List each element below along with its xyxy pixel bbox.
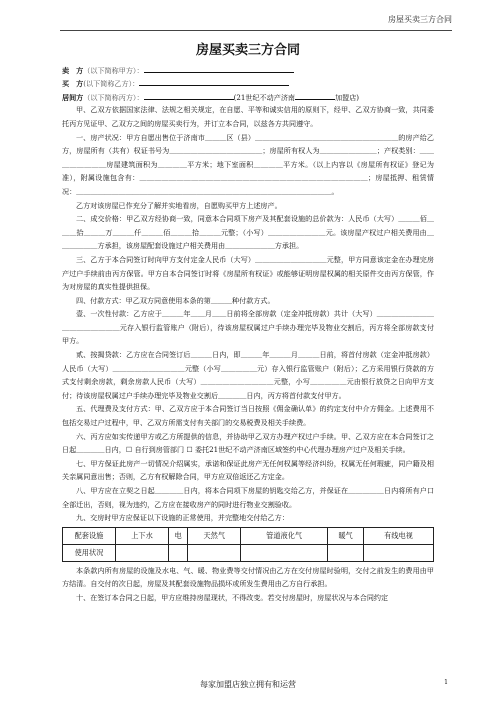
contract-title: 房屋买卖三方合同 bbox=[195, 43, 300, 58]
clause-1-note: 乙方对该房屋已作充分了解并实地看房，自愿购买甲方上述房产。 bbox=[76, 200, 282, 210]
clause-10-status: 十、在签订本合同之日起，甲方应维持房屋现状，不得改变。若交付房屋时，房屋状况与本合同约定 bbox=[76, 592, 389, 602]
table-row bbox=[63, 544, 434, 561]
party-hint: （以下简称丙方）： bbox=[83, 92, 144, 102]
party-label: 买 方 bbox=[62, 79, 84, 89]
party-hint: （以下简称甲方）： bbox=[83, 65, 144, 75]
facilities-table bbox=[62, 527, 434, 562]
table-cell-input[interactable] bbox=[188, 544, 241, 561]
page-footer: 每家加盟店独立拥有和运营 bbox=[200, 680, 296, 689]
seller-name-field[interactable] bbox=[144, 63, 294, 73]
party-label: 卖 方 bbox=[62, 65, 84, 75]
party-buyer bbox=[62, 76, 434, 90]
clause-2-price: 二、成交价格：甲乙双方经协商一致，同意本合同项下房产及其配套设施的总价款为：人民币（大写）＿＿＿佰＿＿＿拾＿＿＿万＿＿＿仟＿＿＿佰＿＿＿拾＿＿＿元整；（小写）＿＿＿＿＿＿＿＿元。该房屋产权过户相关费用由＿＿＿＿＿＿方承担，该房屋配套设施过户相关费用由＿＿＿＿＿＿＿方承担。 bbox=[62, 214, 434, 251]
agent-suffix: (21世纪不动产济南 bbox=[233, 92, 296, 102]
table-cell: 配套设施 bbox=[63, 527, 116, 544]
party-label: 居间方 bbox=[62, 92, 84, 102]
table-cell-input[interactable] bbox=[116, 544, 169, 561]
buyer-name-field[interactable] bbox=[139, 76, 289, 86]
agent-store-field[interactable] bbox=[295, 90, 335, 100]
clause-4-option-1: 壹、一次性付款：乙方应于＿＿＿年＿＿月＿＿日前将全部房款（定金冲抵房款）共计（大写）＿＿＿＿＿＿＿＿＿＿＿＿＿＿＿＿元存入银行监管账户（附后），待该房屋权属过户手续办理完毕及物业交割后，丙方将全部房款支付甲方。 bbox=[62, 309, 434, 346]
table-cell: 电 bbox=[169, 527, 188, 544]
clause-6-transfer: 六、丙方应如实传递甲方或乙方所提供的信息，并协助甲乙双方办理产权过户手续。甲、乙双方应在本合同签订之日起＿＿＿＿日内，☐ 自行到房管部门 ☐ 委托21世纪不动产济南区域签约中心代理办理房产过户及相关手续。 bbox=[62, 431, 434, 455]
running-header: 房屋买卖三方合同 bbox=[388, 15, 452, 24]
table-cell: 上下水 bbox=[116, 527, 169, 544]
table-cell: 有线电视 bbox=[364, 527, 434, 544]
party-hint: (以下简称乙方）： bbox=[83, 79, 140, 89]
clause-1-property: 一、房产状况：甲方自愿出售位于济南市＿＿＿区（县）＿＿＿＿＿＿＿＿＿＿＿＿＿＿＿＿＿＿＿＿的房产给乙方，房屋所有（共有）权证书号为＿＿＿＿＿＿＿＿＿＿＿＿＿；房屋所有权人为＿＿＿＿＿＿＿＿；产权类别：＿＿＿＿＿＿＿＿房屋建筑面积为＿＿＿＿平方米；地下室面积＿＿＿＿平方米。（以上内容以《房屋所有权证》登记为准），附属设施包含有：＿＿＿＿＿＿＿＿＿＿＿＿＿＿＿＿＿＿＿＿＿＿＿＿＿＿＿＿＿＿＿；房屋抵押、租赁情况：＿＿＿＿＿＿＿＿＿＿＿＿＿＿＿＿＿＿＿＿＿＿＿＿＿＿＿＿＿＿＿＿＿＿＿＿。 bbox=[62, 132, 434, 196]
table-cell-input[interactable] bbox=[364, 544, 434, 561]
agent-name-field[interactable] bbox=[144, 90, 234, 100]
table-cell: 暖气 bbox=[327, 527, 363, 544]
header-rule bbox=[60, 30, 452, 31]
table-cell-input[interactable] bbox=[241, 544, 328, 561]
table-cell: 管道液化气 bbox=[241, 527, 328, 544]
clause-7-warranty: 七、甲方保证此房产一切情况介绍属实，承诺和保证此房产无任何权属等经济纠纷，权属无任何瑕疵，同户籍及相关亲属同意出售；否则，乙方有权解除合同，甲方应双倍返还乙方定金。 bbox=[62, 458, 434, 482]
clause-5-fee: 五、代理费及支付方式：甲、乙双方应于本合同签订当日按照《佣金确认单》的约定支付中介方佣金。上述费用不包括交易过户过程中，甲、乙双方所需支付有关部门的交易税费及相关手续费。 bbox=[62, 404, 434, 428]
clause-8-handover: 八、甲方应在立契之日起＿＿＿＿日内，将本合同项下房屋的钥匙交给乙方，并保证在＿＿＿＿＿日内将所有户口全部迁出，否则，视为违约，乙方应在接收房产的同时进行物业交割验收。 bbox=[62, 486, 434, 509]
contract-page bbox=[62, 38, 434, 605]
clause-9-note: 本条款内所有房屋的设施及水电、气、暖、物业费等交付情况由乙方在交付房屋时验明，交付之前发生的费用由甲方结清。自交付的次日起，房屋及其配套设施物品损坏或所发生费用由乙方自行承担。 bbox=[62, 565, 434, 589]
table-cell: 使用状况 bbox=[63, 544, 116, 561]
clause-3-deposit: 三、乙方于本合同签订时向甲方支付定金人民币（大写）＿＿＿＿＿＿＿＿＿＿元整，甲方同意该定金在办理完房产过户手续前由丙方保管。甲方自本合同签订时将《房屋所有权证》或能够证明房屋权属的相关原件交由丙方保管，作为对房屋的真实性提供担保。 bbox=[62, 254, 434, 292]
preamble: 甲、乙双方依据国家法律、法规之相关规定，在自愿、平等和诚实信用的原则下，经甲、乙双方协商一致，共同委托丙方见证甲、乙双方之间的房屋买卖行为，并订立本合同，以兹各方共同遵守。 bbox=[62, 105, 434, 128]
clause-4-payment: 四、付款方式：甲乙双方同意使用本条的第＿＿＿种付款方式。 bbox=[76, 295, 275, 305]
clause-9-facilities: 九、交房时甲方应保证以下设施的正常使用，并完整地交付给乙方： bbox=[76, 513, 289, 523]
agent-suffix-end: 加盟店) bbox=[335, 92, 360, 102]
table-cell: 天然气 bbox=[188, 527, 241, 544]
table-row bbox=[63, 527, 434, 544]
table-cell-input[interactable] bbox=[169, 544, 188, 561]
party-agent bbox=[62, 90, 434, 104]
clause-4-option-2: 贰、按揭贷款：乙方应在合同签订后＿＿＿日内，即＿＿＿年＿＿＿月＿＿＿日前，将首付房款（定金冲抵房款）人民币（大写）＿＿＿＿＿＿＿＿＿＿元整（小写＿＿＿＿＿元）存入银行监管账户（附后）；乙方采用银行贷款的方式支付剩余房款，剩余房款人民币（大写）＿＿＿＿＿＿＿＿＿＿元整，小写＿＿＿＿＿元由银行放贷之日向甲方支付；待该房屋权属过户手续办理完毕及物业交割后＿＿＿＿日内，丙方将首付款支付甲方。 bbox=[62, 350, 434, 400]
page-number: 1 bbox=[444, 679, 448, 686]
party-seller bbox=[62, 63, 434, 77]
table-cell-input[interactable] bbox=[327, 544, 363, 561]
